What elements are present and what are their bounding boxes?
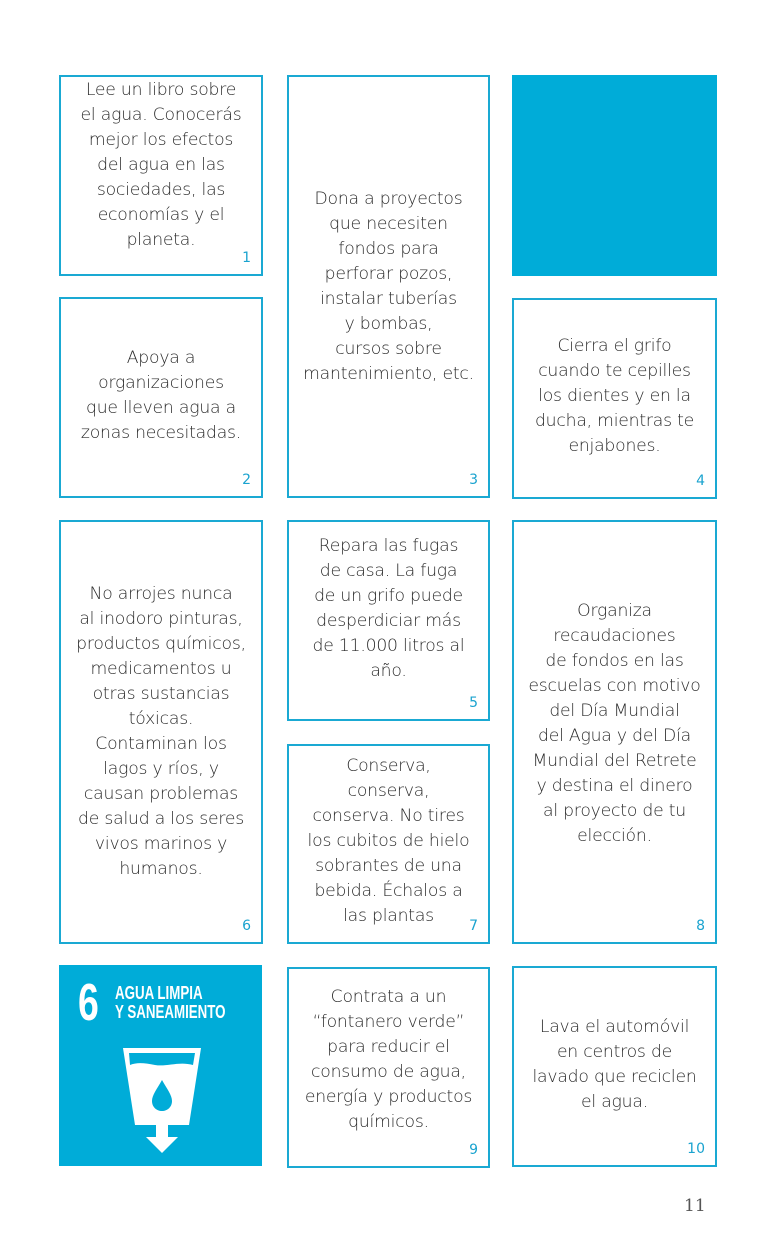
tip-line: instalar tuberías	[320, 288, 457, 309]
tip-card-6	[59, 520, 263, 944]
sdg-goal-number: 6	[78, 974, 99, 1032]
tip-card-8	[512, 520, 717, 944]
tip-line: mantenimiento, etc.	[303, 363, 474, 384]
tip-line: conserva,	[347, 780, 430, 801]
tip-line: y destina el dinero	[536, 776, 693, 796]
tip-line: mejor los efectos	[88, 130, 234, 150]
tip-line: tóxicas.	[128, 709, 194, 729]
tip-number: 4	[696, 473, 705, 489]
tip-line: Lava el automóvil	[539, 1016, 690, 1037]
tip-text	[526, 1015, 702, 1115]
tip-number: 7	[469, 918, 478, 934]
tip-line: consumo de agua,	[311, 1061, 466, 1082]
tip-line: que lleven agua a	[86, 397, 236, 418]
tip-line: medicamentos u	[90, 659, 232, 679]
tip-line: Organiza	[577, 601, 652, 621]
tip-line: economías y el	[97, 205, 225, 225]
tip-line: planeta.	[126, 230, 196, 250]
tip-line: y bombas,	[344, 313, 433, 334]
tip-line: recaudaciones	[553, 626, 676, 646]
tip-line: del Agua y del Día	[538, 726, 691, 746]
tip-card-4	[512, 298, 717, 499]
tip-line: ducha, mientras te	[534, 411, 695, 431]
tip-line: Repara las fugas	[318, 535, 459, 556]
tip-line: los cubitos de hielo	[307, 830, 470, 851]
tip-line: escuelas con motivo	[528, 676, 701, 696]
tip-line: organizaciones	[98, 372, 224, 393]
tip-line: productos químicos,	[76, 634, 246, 654]
tip-line: energía y productos	[304, 1086, 473, 1107]
tip-number: 9	[469, 1142, 478, 1158]
page-number: 11	[684, 1196, 706, 1216]
sdg-6-badge	[59, 965, 262, 1166]
tip-line: cuando te cepilles	[538, 361, 691, 381]
tip-line: del agua en las	[97, 155, 225, 175]
tip-card-10	[512, 966, 717, 1167]
tip-line: de un grifo puede	[314, 585, 463, 606]
tip-line: de fondos en las	[545, 651, 684, 671]
tip-card-9	[287, 967, 490, 1168]
tip-number: 6	[242, 918, 251, 934]
tip-line: zonas necesitadas.	[80, 422, 242, 443]
tip-line: “fontanero verde”	[312, 1011, 465, 1032]
tip-line: causan problemas	[83, 784, 239, 804]
tip-line: del Día Mundial	[549, 701, 680, 721]
tip-line: Cierra el grifo	[557, 336, 672, 356]
decorative-blue-block	[512, 75, 717, 276]
tip-line: perforar pozos,	[324, 263, 453, 284]
water-glass-drop-arrow-icon	[59, 965, 262, 1166]
tip-number: 1	[242, 250, 251, 266]
tip-line: al inodoro pinturas,	[79, 609, 243, 629]
tip-text	[302, 754, 476, 929]
tip-text	[297, 187, 480, 387]
tip-line: las plantas	[343, 905, 434, 926]
tip-line: Apoya a	[126, 347, 196, 368]
tip-text	[522, 599, 706, 849]
tip-line: sociedades, las	[96, 180, 226, 200]
tip-text	[70, 582, 252, 882]
tip-card-5	[287, 520, 490, 721]
tip-line: los dientes y en la	[538, 386, 691, 406]
tip-text	[75, 346, 247, 446]
tip-line: en centros de	[556, 1041, 673, 1062]
tip-line: sobrantes de una	[315, 855, 462, 876]
tip-line: al proyecto de tu	[543, 801, 686, 821]
tip-line: lavado que reciclen	[532, 1066, 697, 1087]
tip-line: vivos marinos y	[94, 834, 228, 854]
tip-number: 5	[469, 695, 478, 711]
tip-line: lagos y ríos, y	[103, 759, 219, 779]
tip-line: otras sustancias	[92, 684, 230, 704]
sdg-title-line: Y SANEAMIENTO	[115, 1001, 226, 1022]
tip-text	[299, 985, 478, 1135]
tip-number: 2	[242, 472, 251, 488]
tip-line: humanos.	[119, 859, 203, 879]
tip-line: químicos.	[348, 1111, 429, 1132]
tip-card-1	[59, 75, 263, 276]
tip-text	[75, 78, 248, 253]
tip-number: 10	[687, 1141, 705, 1157]
tip-line: que necesiten	[329, 213, 448, 234]
tip-line: Contrata a un	[330, 986, 447, 1007]
tip-number: 3	[469, 472, 478, 488]
tip-line: desperdiciar más	[316, 610, 461, 631]
tip-card-2	[59, 297, 263, 498]
tip-line: enjabones.	[568, 436, 661, 456]
tip-line: fondos para	[338, 238, 439, 259]
tip-line: conserva. No tires	[312, 805, 465, 826]
tip-line: cursos sobre	[335, 338, 442, 359]
tip-card-7	[287, 744, 490, 944]
tip-line: de salud a los seres	[78, 809, 244, 829]
tip-line: de casa. La fuga	[319, 560, 458, 581]
sdg-title-line: AGUA LIMPIA	[115, 982, 203, 1003]
tip-line: Conserva,	[346, 755, 431, 776]
tip-line: el agua.	[581, 1091, 648, 1112]
tip-line: de 11.000 litros al	[312, 635, 465, 656]
tip-line: No arrojes nunca	[89, 584, 233, 604]
tip-text	[529, 334, 700, 459]
tip-line: el agua. Conocerás	[80, 105, 242, 125]
tip-line: Dona a proyectos	[314, 188, 463, 209]
tip-line: año.	[370, 660, 407, 681]
tip-line: Mundial del Retrete	[532, 751, 697, 771]
tip-line: bebida. Échalos a	[314, 880, 463, 901]
tip-text	[307, 534, 471, 684]
tip-line: Contaminan los	[95, 734, 227, 754]
tip-line: elección.	[577, 826, 652, 846]
tip-line: para reducir el	[327, 1036, 450, 1057]
tip-number: 8	[696, 918, 705, 934]
tip-line: Lee un libro sobre	[85, 80, 237, 100]
tip-card-3	[287, 75, 490, 498]
